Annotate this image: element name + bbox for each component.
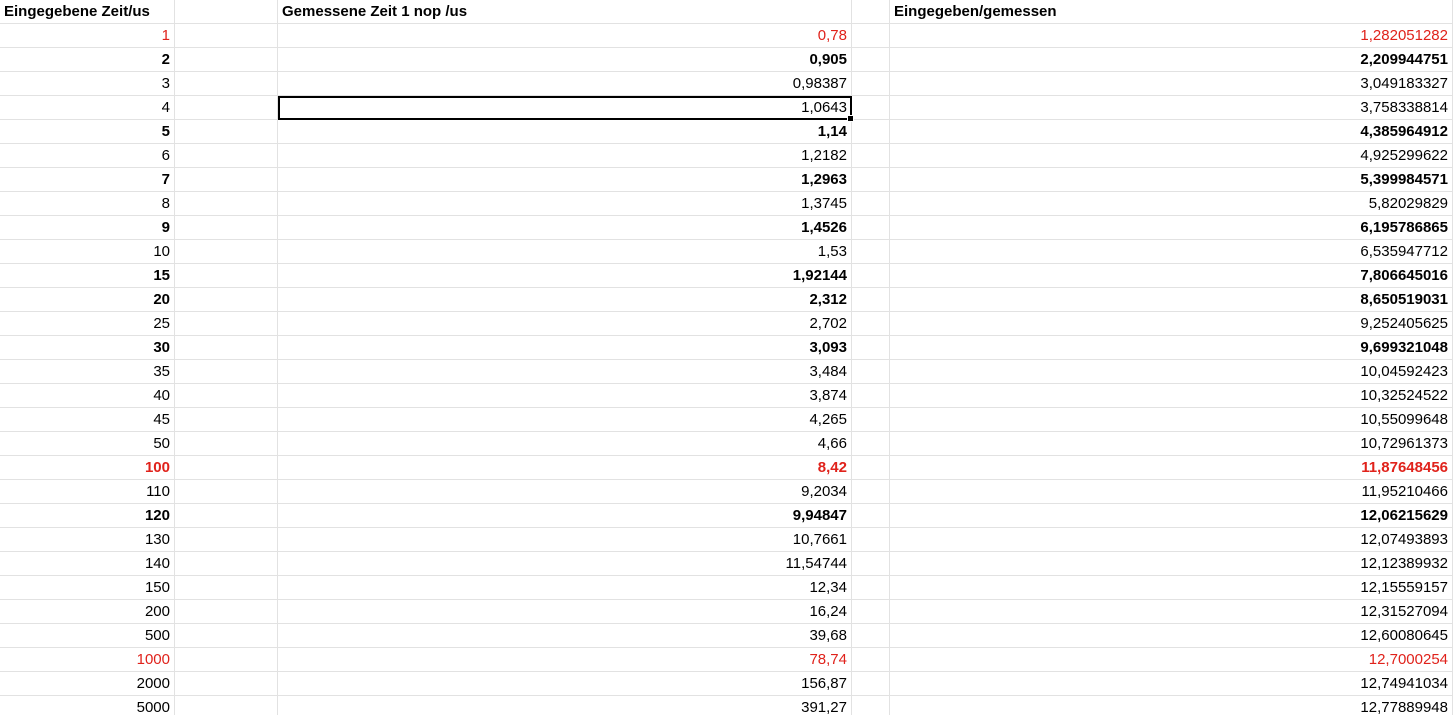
cell-d[interactable] — [852, 600, 890, 624]
header-cell-d[interactable] — [852, 0, 890, 24]
cell-e[interactable]: 1,282051282 — [890, 24, 1453, 48]
cell-d[interactable] — [852, 456, 890, 480]
cell-a[interactable]: 110 — [0, 480, 175, 504]
cell-c[interactable]: 156,87 — [278, 672, 852, 696]
cell-b[interactable] — [175, 672, 278, 696]
cell-b[interactable] — [175, 648, 278, 672]
header-cell-c[interactable]: Gemessene Zeit 1 nop /us — [278, 0, 852, 24]
table-row — [0, 648, 1453, 672]
cell-a[interactable]: 9 — [0, 216, 175, 240]
cell-d[interactable] — [852, 624, 890, 648]
cell-c[interactable]: 78,74 — [278, 648, 852, 672]
cell-b[interactable] — [175, 336, 278, 360]
table-row — [0, 168, 1453, 192]
cell-d[interactable] — [852, 384, 890, 408]
table-row — [0, 432, 1453, 456]
cell-b[interactable] — [175, 168, 278, 192]
cell-a[interactable]: 130 — [0, 528, 175, 552]
cell-b[interactable] — [175, 384, 278, 408]
cell-c[interactable]: 16,24 — [278, 600, 852, 624]
data-rows — [0, 24, 1453, 715]
cell-c[interactable]: 10,7661 — [278, 528, 852, 552]
cell-c[interactable]: 0,78 — [278, 24, 852, 48]
cell-e[interactable]: 9,699321048 — [890, 336, 1453, 360]
cell-e[interactable]: 4,385964912 — [890, 120, 1453, 144]
cell-c[interactable]: 1,92144 — [278, 264, 852, 288]
table-row — [0, 696, 1453, 715]
cell-c[interactable]: 3,484 — [278, 360, 852, 384]
cell-c[interactable]: 1,2182 — [278, 144, 852, 168]
cell-b[interactable] — [175, 576, 278, 600]
header-cell-a[interactable]: Eingegebene Zeit/us — [0, 0, 175, 24]
cell-d[interactable] — [852, 24, 890, 48]
cell-d[interactable] — [852, 72, 890, 96]
cell-a[interactable]: 4 — [0, 96, 175, 120]
cell-b[interactable] — [175, 360, 278, 384]
cell-e[interactable]: 3,049183327 — [890, 72, 1453, 96]
cell-d[interactable] — [852, 120, 890, 144]
cell-b[interactable] — [175, 72, 278, 96]
cell-e[interactable]: 10,55099648 — [890, 408, 1453, 432]
table-row — [0, 216, 1453, 240]
table-row — [0, 624, 1453, 648]
cell-e[interactable]: 12,77889948 — [890, 696, 1453, 715]
cell-e[interactable]: 10,04592423 — [890, 360, 1453, 384]
cell-a[interactable]: 5 — [0, 120, 175, 144]
table-row — [0, 312, 1453, 336]
cell-c[interactable]: 4,265 — [278, 408, 852, 432]
cell-b[interactable] — [175, 696, 278, 715]
table-row — [0, 120, 1453, 144]
cell-e[interactable]: 6,535947712 — [890, 240, 1453, 264]
cell-e[interactable]: 3,758338814 — [890, 96, 1453, 120]
header-cell-b[interactable] — [175, 0, 278, 24]
cell-c[interactable]: 391,27 — [278, 696, 852, 715]
cell-d[interactable] — [852, 552, 890, 576]
cell-a[interactable]: 3 — [0, 72, 175, 96]
cell-c[interactable]: 11,54744 — [278, 552, 852, 576]
cell-e[interactable]: 7,806645016 — [890, 264, 1453, 288]
cell-a[interactable]: 5000 — [0, 696, 175, 715]
cell-c[interactable]: 8,42 — [278, 456, 852, 480]
cell-b[interactable] — [175, 456, 278, 480]
cell-e[interactable]: 12,07493893 — [890, 528, 1453, 552]
cell-b[interactable] — [175, 408, 278, 432]
cell-d[interactable] — [852, 480, 890, 504]
cell-b[interactable] — [175, 240, 278, 264]
cell-a[interactable]: 1000 — [0, 648, 175, 672]
cell-c[interactable]: 9,2034 — [278, 480, 852, 504]
cell-a[interactable]: 40 — [0, 384, 175, 408]
cell-d[interactable] — [852, 96, 890, 120]
cell-e[interactable]: 6,195786865 — [890, 216, 1453, 240]
cell-d[interactable] — [852, 360, 890, 384]
table-row — [0, 240, 1453, 264]
cell-d[interactable] — [852, 264, 890, 288]
cell-d[interactable] — [852, 144, 890, 168]
cell-b[interactable] — [175, 144, 278, 168]
table-row — [0, 384, 1453, 408]
cell-a[interactable]: 25 — [0, 312, 175, 336]
cell-c[interactable]: 1,14 — [278, 120, 852, 144]
cell-b[interactable] — [175, 24, 278, 48]
table-row — [0, 264, 1453, 288]
cell-b[interactable] — [175, 552, 278, 576]
cell-c[interactable]: 0,98387 — [278, 72, 852, 96]
table-row — [0, 576, 1453, 600]
cell-d[interactable] — [852, 168, 890, 192]
table-row — [0, 600, 1453, 624]
cell-c[interactable]: 4,66 — [278, 432, 852, 456]
cell-b[interactable] — [175, 120, 278, 144]
cell-c[interactable]: 2,702 — [278, 312, 852, 336]
table-row — [0, 480, 1453, 504]
table-row — [0, 336, 1453, 360]
cell-c[interactable]: 2,312 — [278, 288, 852, 312]
cell-d[interactable] — [852, 432, 890, 456]
cell-a[interactable]: 45 — [0, 408, 175, 432]
cell-c[interactable]: 1,53 — [278, 240, 852, 264]
cell-a[interactable]: 50 — [0, 432, 175, 456]
cell-e[interactable]: 2,209944751 — [890, 48, 1453, 72]
header-row — [0, 0, 1453, 24]
cell-a[interactable]: 10 — [0, 240, 175, 264]
cell-e[interactable]: 12,7000254 — [890, 648, 1453, 672]
table-row — [0, 72, 1453, 96]
cell-b[interactable] — [175, 288, 278, 312]
cell-d[interactable] — [852, 288, 890, 312]
cell-a[interactable]: 2 — [0, 48, 175, 72]
cell-d[interactable] — [852, 672, 890, 696]
cell-e[interactable]: 8,650519031 — [890, 288, 1453, 312]
cell-b[interactable] — [175, 192, 278, 216]
cell-a[interactable]: 15 — [0, 264, 175, 288]
cell-a[interactable]: 8 — [0, 192, 175, 216]
cell-b[interactable] — [175, 48, 278, 72]
cell-d[interactable] — [852, 216, 890, 240]
cell-c[interactable]: 39,68 — [278, 624, 852, 648]
cell-d[interactable] — [852, 312, 890, 336]
cell-b[interactable] — [175, 312, 278, 336]
cell-e[interactable]: 12,31527094 — [890, 600, 1453, 624]
cell-a[interactable]: 1 — [0, 24, 175, 48]
cell-d[interactable] — [852, 408, 890, 432]
table-row — [0, 672, 1453, 696]
cell-e[interactable]: 5,82029829 — [890, 192, 1453, 216]
cell-e[interactable]: 10,72961373 — [890, 432, 1453, 456]
cell-d[interactable] — [852, 576, 890, 600]
cell-b[interactable] — [175, 96, 278, 120]
cell-d[interactable] — [852, 528, 890, 552]
cell-a[interactable]: 6 — [0, 144, 175, 168]
cell-b[interactable] — [175, 624, 278, 648]
cell-c[interactable]: 9,94847 — [278, 504, 852, 528]
cell-e[interactable]: 12,74941034 — [890, 672, 1453, 696]
cell-e[interactable]: 10,32524522 — [890, 384, 1453, 408]
cell-e[interactable]: 12,06215629 — [890, 504, 1453, 528]
cell-a[interactable]: 140 — [0, 552, 175, 576]
table-row — [0, 192, 1453, 216]
cell-d[interactable] — [852, 504, 890, 528]
cell-d[interactable] — [852, 240, 890, 264]
cell-d[interactable] — [852, 336, 890, 360]
cell-b[interactable] — [175, 264, 278, 288]
cell-c[interactable]: 1,2963 — [278, 168, 852, 192]
cell-c[interactable]: 1,3745 — [278, 192, 852, 216]
cell-b[interactable] — [175, 216, 278, 240]
cell-d[interactable] — [852, 192, 890, 216]
cell-a[interactable]: 500 — [0, 624, 175, 648]
table-row — [0, 528, 1453, 552]
table-row — [0, 96, 1453, 120]
table-row — [0, 456, 1453, 480]
cell-e[interactable]: 11,87648456 — [890, 456, 1453, 480]
cell-a[interactable]: 150 — [0, 576, 175, 600]
cell-a[interactable]: 30 — [0, 336, 175, 360]
cell-c[interactable]: 0,905 — [278, 48, 852, 72]
cell-a[interactable]: 7 — [0, 168, 175, 192]
table-row — [0, 144, 1453, 168]
table-row — [0, 552, 1453, 576]
cell-a[interactable]: 20 — [0, 288, 175, 312]
cell-c[interactable]: 3,874 — [278, 384, 852, 408]
cell-b[interactable] — [175, 504, 278, 528]
cell-b[interactable] — [175, 432, 278, 456]
cell-a[interactable]: 2000 — [0, 672, 175, 696]
selected-cell[interactable]: 1,0643 — [278, 96, 852, 120]
cell-a[interactable]: 120 — [0, 504, 175, 528]
cell-b[interactable] — [175, 600, 278, 624]
cell-e[interactable]: 9,252405625 — [890, 312, 1453, 336]
cell-b[interactable] — [175, 528, 278, 552]
cell-e[interactable]: 11,95210466 — [890, 480, 1453, 504]
cell-d[interactable] — [852, 648, 890, 672]
table-row — [0, 288, 1453, 312]
cell-c[interactable]: 12,34 — [278, 576, 852, 600]
cell-d[interactable] — [852, 696, 890, 715]
cell-a[interactable]: 35 — [0, 360, 175, 384]
cell-c[interactable]: 1,4526 — [278, 216, 852, 240]
cell-a[interactable]: 200 — [0, 600, 175, 624]
cell-e[interactable]: 12,15559157 — [890, 576, 1453, 600]
cell-a[interactable]: 100 — [0, 456, 175, 480]
header-cell-e[interactable]: Eingegeben/gemessen — [890, 0, 1453, 24]
cell-e[interactable]: 4,925299622 — [890, 144, 1453, 168]
table-row — [0, 504, 1453, 528]
cell-e[interactable]: 12,12389932 — [890, 552, 1453, 576]
table-row — [0, 48, 1453, 72]
cell-c[interactable]: 3,093 — [278, 336, 852, 360]
cell-d[interactable] — [852, 48, 890, 72]
cell-e[interactable]: 5,399984571 — [890, 168, 1453, 192]
cell-e[interactable]: 12,60080645 — [890, 624, 1453, 648]
table-row — [0, 360, 1453, 384]
table-row — [0, 24, 1453, 48]
cell-b[interactable] — [175, 480, 278, 504]
table-row — [0, 408, 1453, 432]
